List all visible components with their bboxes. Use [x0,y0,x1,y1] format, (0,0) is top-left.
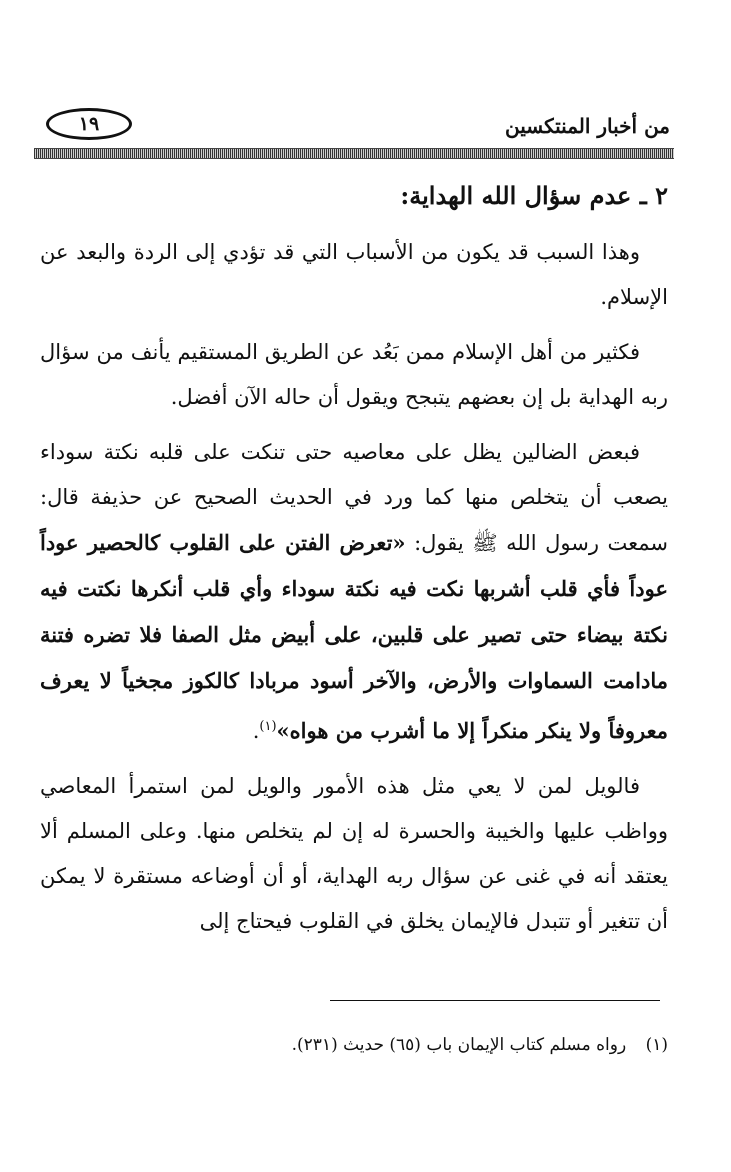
section-heading: ٢ ـ عدم سؤال الله الهداية: [400,181,668,210]
page-number: ١٩ [78,112,100,135]
footnote-reference: (١) [259,719,277,734]
header-title: من أخبار المنتكسين [505,114,670,138]
footnote-text: رواه مسلم كتاب الإيمان باب (٦٥) حديث (٢٣١). [291,1035,627,1055]
running-header [34,108,674,152]
header-rule [34,148,674,159]
hadith-paragraph [40,430,668,754]
hadith-quote: «تعرض الفتن على القلوب كالحصير عوداً عوداً فأي قلب أشربها نكت فيه نكتة سوداء وأي قلب أنكرها نكتت فيه نكتة بيضاء حتى تصير على قلبين، على أبيض مثل الصفا فلا تضره فتنة مادامت السماوات والأرض، والآخر أسود مربادا كالكوز مجخياً لا يعرف معروفاً ولا ينكر منكراً إلا ما أشرب من هواه» [40,530,668,743]
closing-paragraph: فالويل لمن لا يعي مثل هذه الأمور والويل لمن استمرأ المعاصي وواظب عليها والخيبة والحسرة له إن لم يتخلص منها. وعلى المسلم ألا يعتقد أنه في غنى عن سؤال ربه الهداية، أو أن أوضاعه مستقرة لا يمكن أن تتغير أو تتبدل فالإيمان يخلق في القلوب فيحتاج إلى [40,774,668,933]
main-content [40,176,668,954]
paragraph-1: وهذا السبب قد يكون من الأسباب التي قد تؤدي إلى الردة والبعد عن الإسلام. [40,240,668,309]
hadith-intro: فبعض الضالين يظل على معاصيه حتى تنكت على قلبه نكتة سوداء يصعب أن يتخلص منها كما ورد في الحديث الصحيح عن حذيفة قال: سمعت رسول الله ﷺ يقول: [40,440,668,555]
hadith-end: . [252,719,260,743]
footnote [40,1032,668,1058]
footnote-number: (١) [645,1035,668,1055]
footnote-divider [330,1000,660,1001]
paragraph-2: فكثير من أهل الإسلام ممن بَعُد عن الطريق المستقيم يأنف من سؤال ربه الهداية بل إن بعضهم يتبجح ويقول أن حاله الآن أفضل. [40,340,668,409]
page-number-oval [46,108,132,140]
